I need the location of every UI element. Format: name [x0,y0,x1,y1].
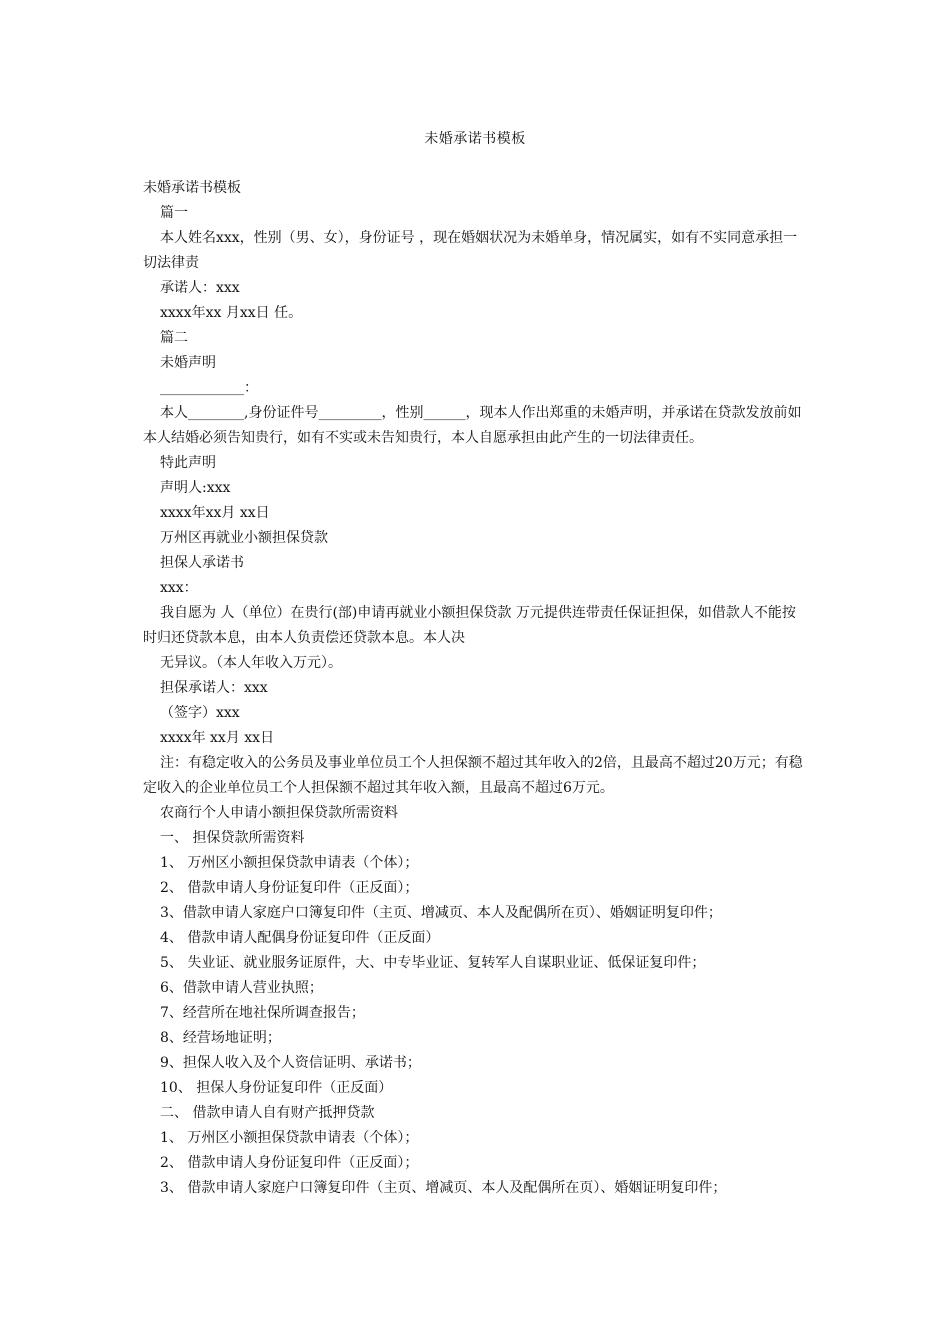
document-paragraph: 9、担保人收入及个人资信证明、承诺书； [160,1055,421,1071]
document-paragraph: 声明人:xxx [160,480,231,496]
document-paragraph: xxxx年xx 月xx日 任。 [160,305,303,321]
document-paragraph: 我自愿为 人（单位）在贵行(部)申请再就业小额担保贷款 万元提供连带责任保证担保，如借款人不能按时归还贷款本息，由本人负责偿还贷款本息。本人决 [143,605,796,646]
document-paragraph: 4、 借款申请人配偶身份证复印件（正反面） [160,930,440,946]
document-paragraph: 8、经营场地证明； [160,1030,281,1046]
document-paragraph: 无异议。（本人年收入万元）。 [160,655,342,671]
document-paragraph: 10、 担保人身份证复印件（正反面） [160,1080,393,1096]
document-paragraph: 担保人承诺书 [160,555,244,571]
document-paragraph: 1、 万州区小额担保贷款申请表（个体）； [160,1130,419,1146]
document-paragraph: 万州区再就业小额担保贷款 [160,530,328,546]
document-paragraph: 本人姓名xxx，性别（男、女），身份证号 ，现在婚姻状况为未婚单身，情况属实，如有不实同意承担一切法律责 [143,230,798,271]
document-paragraph: 1、 万州区小额担保贷款申请表（个体）； [160,855,419,871]
document-paragraph: 未婚声明 [160,355,216,371]
document-paragraph: 担保承诺人：xxx [160,680,268,696]
document-paragraph: 篇一 [160,205,188,221]
document-paragraph: 一、 担保贷款所需资料 [160,830,305,846]
document-paragraph: xxxx年xx月 xx日 [160,505,270,521]
document-paragraph: （签字）xxx [160,705,240,721]
document-paragraph: 承诺人：xxx [160,280,240,296]
document-paragraph: 5、 失业证、就业服务证原件，大、中专毕业证、复转军人自谋职业证、低保证复印件； [160,955,706,971]
document-paragraph: 农商行个人申请小额担保贷款所需资料 [160,805,398,821]
document-paragraph: 未婚承诺书模板 [143,180,241,196]
document-paragraph: 3、 借款申请人家庭户口簿复印件（主页、增减页、本人及配偶所在页）、婚姻证明复印件； [160,1180,727,1196]
document-paragraph: 二、 借款申请人自有财产抵押贷款 [160,1105,375,1121]
document-paragraph: xxxx年 xx月 xx日 [160,730,275,746]
document-paragraph: 2、 借款申请人身份证复印件（正反面）； [160,1155,419,1171]
document-body [143,176,808,1201]
document-paragraph: 2、 借款申请人身份证复印件（正反面）； [160,880,419,896]
document-paragraph: 特此声明 [160,455,216,471]
document-paragraph: 本人________,身份证件号_________，性别______，现本人作出郑重的未婚声明，并承诺在贷款发放前如本人结婚必须告知贵行，如有不实或未告知贵行，本人自愿承担由此产生的一切法律责任。 [143,405,802,446]
document-paragraph: 注：有稳定收入的公务员及事业单位员工个人担保额不超过其年收入的2倍，且最高不超过20万元；有稳定收入的企业单位员工个人担保额不超过其年收入额，且最高不超过6万元。 [143,755,803,796]
document-paragraph: 6、借款申请人营业执照； [160,980,323,996]
document-paragraph: 3、借款申请人家庭户口簿复印件（主页、增减页、本人及配偶所在页）、婚姻证明复印件； [160,905,722,921]
document-paragraph: xxx： [160,580,198,596]
document-paragraph: ____________： [160,380,258,396]
document-paragraph: 7、经营所在地社保所调查报告； [160,1005,365,1021]
document-paragraph: 篇二 [160,330,188,346]
document-title: 未婚承诺书模板 [424,131,526,147]
